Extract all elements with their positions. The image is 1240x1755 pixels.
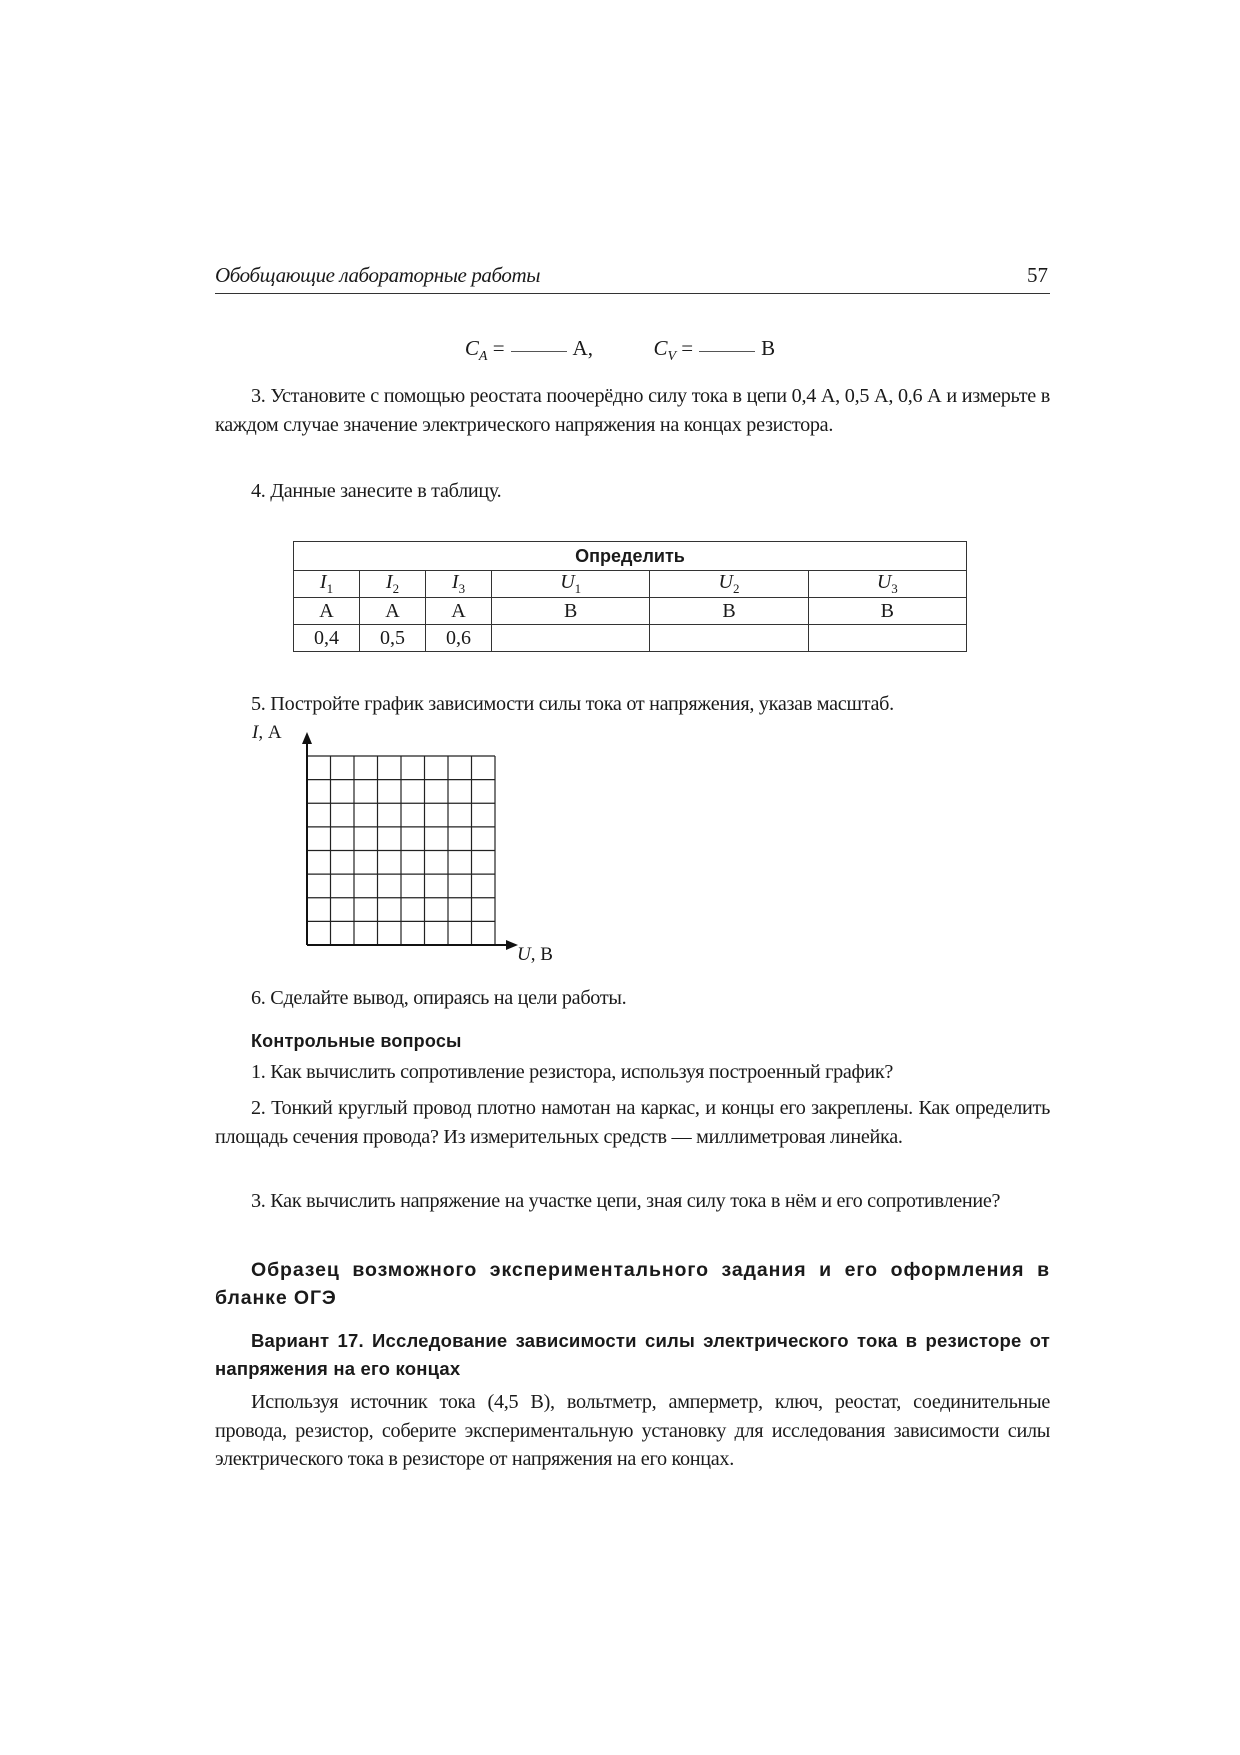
running-title: Обобщающие лабораторные работы [215,263,541,287]
header-cell: $U_1$ [492,571,650,598]
control-question-1: 1. Как вычислить сопротивление резистора, используя построенный график? [251,1061,893,1083]
value-cell-i3: 0,6 [426,625,492,652]
table-title: Определить [294,542,967,571]
cv-symbol: C [653,336,668,360]
value-cell-i2: 0,5 [360,625,426,652]
grid-lines [307,756,495,945]
y-axis-arrow-icon [302,732,312,744]
unit-cell: В [492,598,650,625]
ca-subscript: A [478,349,488,365]
value-cell-u1[interactable] [492,625,650,652]
variant-title: Вариант 17. Исследование зависимости силы электрического тока в резисторе от напряжения на его концах [215,1330,1050,1379]
step-6-text: 6. Сделайте вывод, опираясь на цели работы. [251,987,627,1009]
control-question-3: 3. Как вычислить напряжение на участке цепи, зная силу тока в нём и его сопротивление? [251,1190,1001,1212]
table-values-row [294,625,967,652]
ca-blank-field[interactable] [511,351,567,352]
y-axis-label: I, А [252,722,282,743]
table-title-row [294,542,967,571]
cv-blank-field[interactable] [699,351,755,352]
header-cell: $I_1$ [294,571,360,598]
unit-cell: В [650,598,808,625]
header-cell: $I_2$ [360,571,426,598]
blank-graph-grid[interactable] [240,720,540,970]
unit-cell: А [360,598,426,625]
unit-cell: В [808,598,966,625]
cv-subscript: V [667,349,677,365]
unit-cell: А [426,598,492,625]
ca-symbol: C [464,336,479,360]
step-5-text: 5. Постройте график зависимости силы тока от напряжения, указав масштаб. [251,693,894,715]
unit-cell: А [294,598,360,625]
sample-heading: Образец возможного экспериментального задания и его оформления в бланке ОГЭ [215,1259,1050,1309]
table-header-row [294,571,967,598]
value-cell-u3[interactable] [808,625,966,652]
scale-division-formula [0,336,1240,365]
cv-equals: = [681,336,694,360]
page-number: 57 [1027,263,1048,287]
cv-unit: В [761,336,776,360]
value-cell-i1: 0,4 [294,625,360,652]
ca-unit: А, [572,336,593,360]
x-axis-arrow-icon [506,940,518,950]
control-questions-title: Контрольные вопросы [251,1031,462,1051]
header-cell: $I_3$ [426,571,492,598]
control-question-2: 2. Тонкий круглый провод плотно намотан на каркас, и концы его закреплены. Как определить площадь сечения провода? Из измерительных средств — миллиметровая линейка. [215,1097,1050,1148]
variant-body: Используя источник тока (4,5 В), вольтметр, амперметр, ключ, реостат, соединительные провода, резистор, соберите экспериментальную установку для исследования зависимости силы электрического тока в резисторе от напряжения на его концах. [215,1391,1050,1470]
measurement-table [293,541,967,652]
header-cell: $U_3$ [808,571,966,598]
step-4-text: 4. Данные занесите в таблицу. [251,480,502,502]
value-cell-u2[interactable] [650,625,808,652]
step-3-text: 3. Установите с помощью реостата поочерёдно силу тока в цепи 0,4 А, 0,5 А, 0,6 А и измерьте в каждом случае значение электрического напряжения на концах резистора. [215,385,1050,436]
running-header [215,263,1050,294]
ca-equals: = [492,336,505,360]
header-cell: $U_2$ [650,571,808,598]
table-units-row [294,598,967,625]
x-axis-label: U, В [517,944,553,965]
